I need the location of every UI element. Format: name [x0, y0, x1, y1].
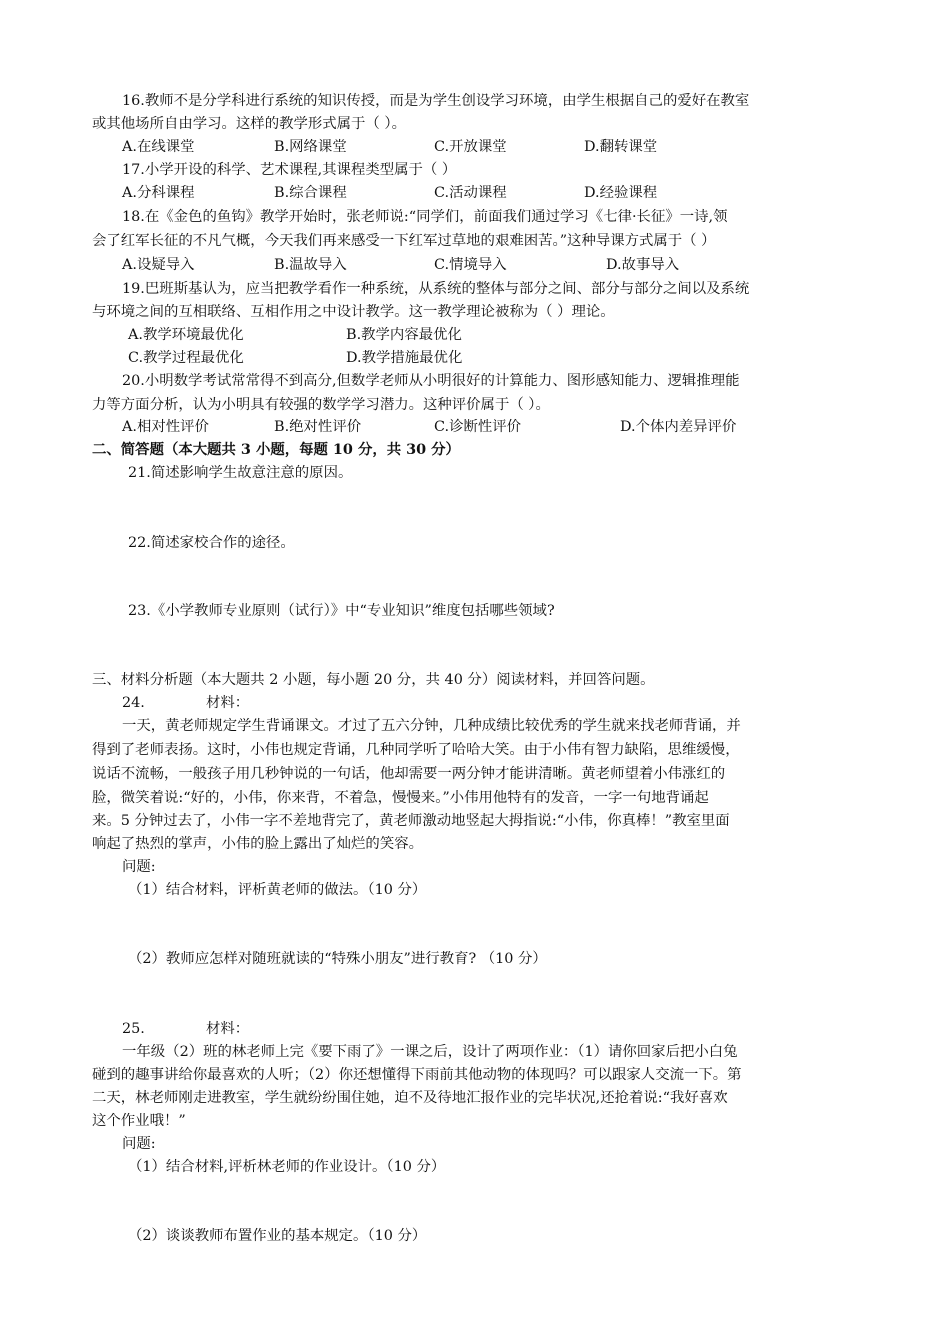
q24-material-line2: 得到了老师表扬。这时，小伟也规定背诵，几种同学听了哈哈大笑。由于小伟有智力缺陷，思维缓慢，	[92, 742, 740, 758]
q16-stem-line1: 16.教师不是分学科进行系统的知识传授，而是为学生创设学习环境，由学生根据自己的爱好在教室	[122, 93, 750, 109]
q17-option-a: A.分科课程	[122, 185, 195, 201]
q24-material-label: 材料：	[206, 695, 250, 711]
q25-number: 25.	[122, 1021, 145, 1037]
q16-option-a: A.在线课堂	[122, 139, 195, 155]
q18-option-c: C.情境导入	[434, 257, 507, 273]
q25-material-line1: 一年级（2）班的林老师上完《要下雨了》一课之后，设计了两项作业：（1）请你回家后把小白兔	[122, 1044, 738, 1060]
q17-option-d: D.经验课程	[584, 185, 658, 201]
q19-stem-line1: 19.巴班斯基认为，应当把教学看作一种系统，从系统的整体与部分之间、部分与部分之间以及系统	[122, 281, 750, 297]
q17-stem: 17.小学开设的科学、艺术课程,其课程类型属于（ ）	[122, 162, 457, 178]
section2-heading: 二、简答题（本大题共 3 小题，每题 10 分，共 30 分）	[92, 441, 460, 458]
q19-option-b: B.教学内容最优化	[346, 327, 462, 343]
q16-stem-line2: 或其他场所自由学习。这样的教学形式属于（ ）。	[92, 116, 406, 132]
q22-text: 22.简述家校合作的途径。	[128, 535, 295, 551]
q24-subquestion-2: （2）教师应怎样对随班就读的“特殊小朋友”进行教育? （10 分）	[128, 951, 547, 967]
section3-heading: 三、材料分析题（本大题共 2 小题，每小题 20 分，共 40 分）阅读材料，并回答问题。	[92, 672, 655, 688]
q16-option-d: D.翻转课堂	[584, 139, 658, 155]
q24-material-line5: 来。5 分钟过去了，小伟一字不差地背完了，黄老师激动地竖起大拇指说:“小伟，你真棒！”教室里面	[92, 813, 730, 829]
q18-option-d: D.故事导入	[606, 257, 680, 273]
q18-stem-line1: 18.在《金色的鱼钩》教学开始时，张老师说:“同学们，前面我们通过学习《七律·长征》一诗,领	[122, 209, 728, 225]
q19-option-a: A.教学环境最优化	[128, 327, 244, 343]
q20-stem-line2: 力等方面分析，认为小明具有较强的数学学习潜力。这种评价属于（ ）。	[92, 397, 550, 413]
q25-material-line4: 这个作业哦！”	[92, 1113, 186, 1129]
q24-material-line1: 一天，黄老师规定学生背诵课文。才过了五六分钟，几种成绩比较优秀的学生就来找老师背诵，并	[122, 718, 741, 734]
q25-question-label: 问题:	[122, 1136, 156, 1152]
q24-subquestion-1: （1）结合材料，评析黄老师的做法。（10 分）	[128, 882, 427, 898]
q18-stem-line2: 会了红军长征的不凡气概，今天我们再来感受一下红军过草地的艰难困苦。”这种导课方式属于（ ）	[92, 233, 716, 249]
q24-question-label: 问题:	[122, 859, 156, 875]
q18-option-b: B.温故导入	[274, 257, 347, 273]
q24-material-line3: 说话不流畅，一般孩子用几秒钟说的一句话，他却需要一两分钟才能讲清晰。黄老师望着小伟涨红的	[92, 766, 726, 782]
q24-material-line4: 脸，微笑着说:“好的，小伟，你来背，不着急，慢慢来。”小伟用他特有的发音，一字一句地背诵起	[92, 790, 709, 806]
q17-option-c: C.活动课程	[434, 185, 507, 201]
q16-option-c: C.开放课堂	[434, 139, 507, 155]
q20-option-c: C.诊断性评价	[434, 419, 522, 435]
q19-option-d: D.教学措施最优化	[346, 350, 463, 366]
q19-stem-line2: 与环境之间的互相联络、互相作用之中设计教学。这一教学理论被称为（ ）理论。	[92, 304, 615, 320]
q25-material-line3: 二天，林老师刚走进教室，学生就纷纷围住她，迫不及待地汇报作业的完毕状况,还抢着说:“我好喜欢	[92, 1090, 728, 1106]
q24-number: 24.	[122, 695, 145, 711]
q25-subquestion-2: （2）谈谈教师布置作业的基本规定。（10 分）	[128, 1228, 427, 1244]
q25-subquestion-1: （1）结合材料,评析林老师的作业设计。（10 分）	[128, 1159, 446, 1175]
q24-material-line6: 响起了热烈的掌声，小伟的脸上露出了灿烂的笑容。	[92, 836, 423, 852]
q16-option-b: B.网络课堂	[274, 139, 347, 155]
q21-text: 21.简述影响学生故意注意的原因。	[128, 465, 353, 481]
q20-option-a: A.相对性评价	[122, 419, 209, 435]
q18-option-a: A.设疑导入	[122, 257, 195, 273]
q20-option-d: D.个体内差异评价	[620, 419, 737, 435]
q19-option-c: C.教学过程最优化	[128, 350, 244, 366]
q20-option-b: B.绝对性评价	[274, 419, 362, 435]
q20-stem-line1: 20.小明数学考试常常得不到高分,但数学老师从小明很好的计算能力、图形感知能力、逻辑推理能	[122, 373, 740, 389]
q17-option-b: B.综合课程	[274, 185, 347, 201]
q25-material-line2: 碰到的趣事讲给你最喜欢的人听；（2）你还想懂得下雨前其他动物的体现吗？可以跟家人交流一下。第	[92, 1067, 742, 1083]
q23-text: 23.《小学教师专业原则（试行）》中“专业知识”维度包括哪些领域?	[128, 603, 555, 619]
q25-material-label: 材料：	[206, 1021, 250, 1037]
